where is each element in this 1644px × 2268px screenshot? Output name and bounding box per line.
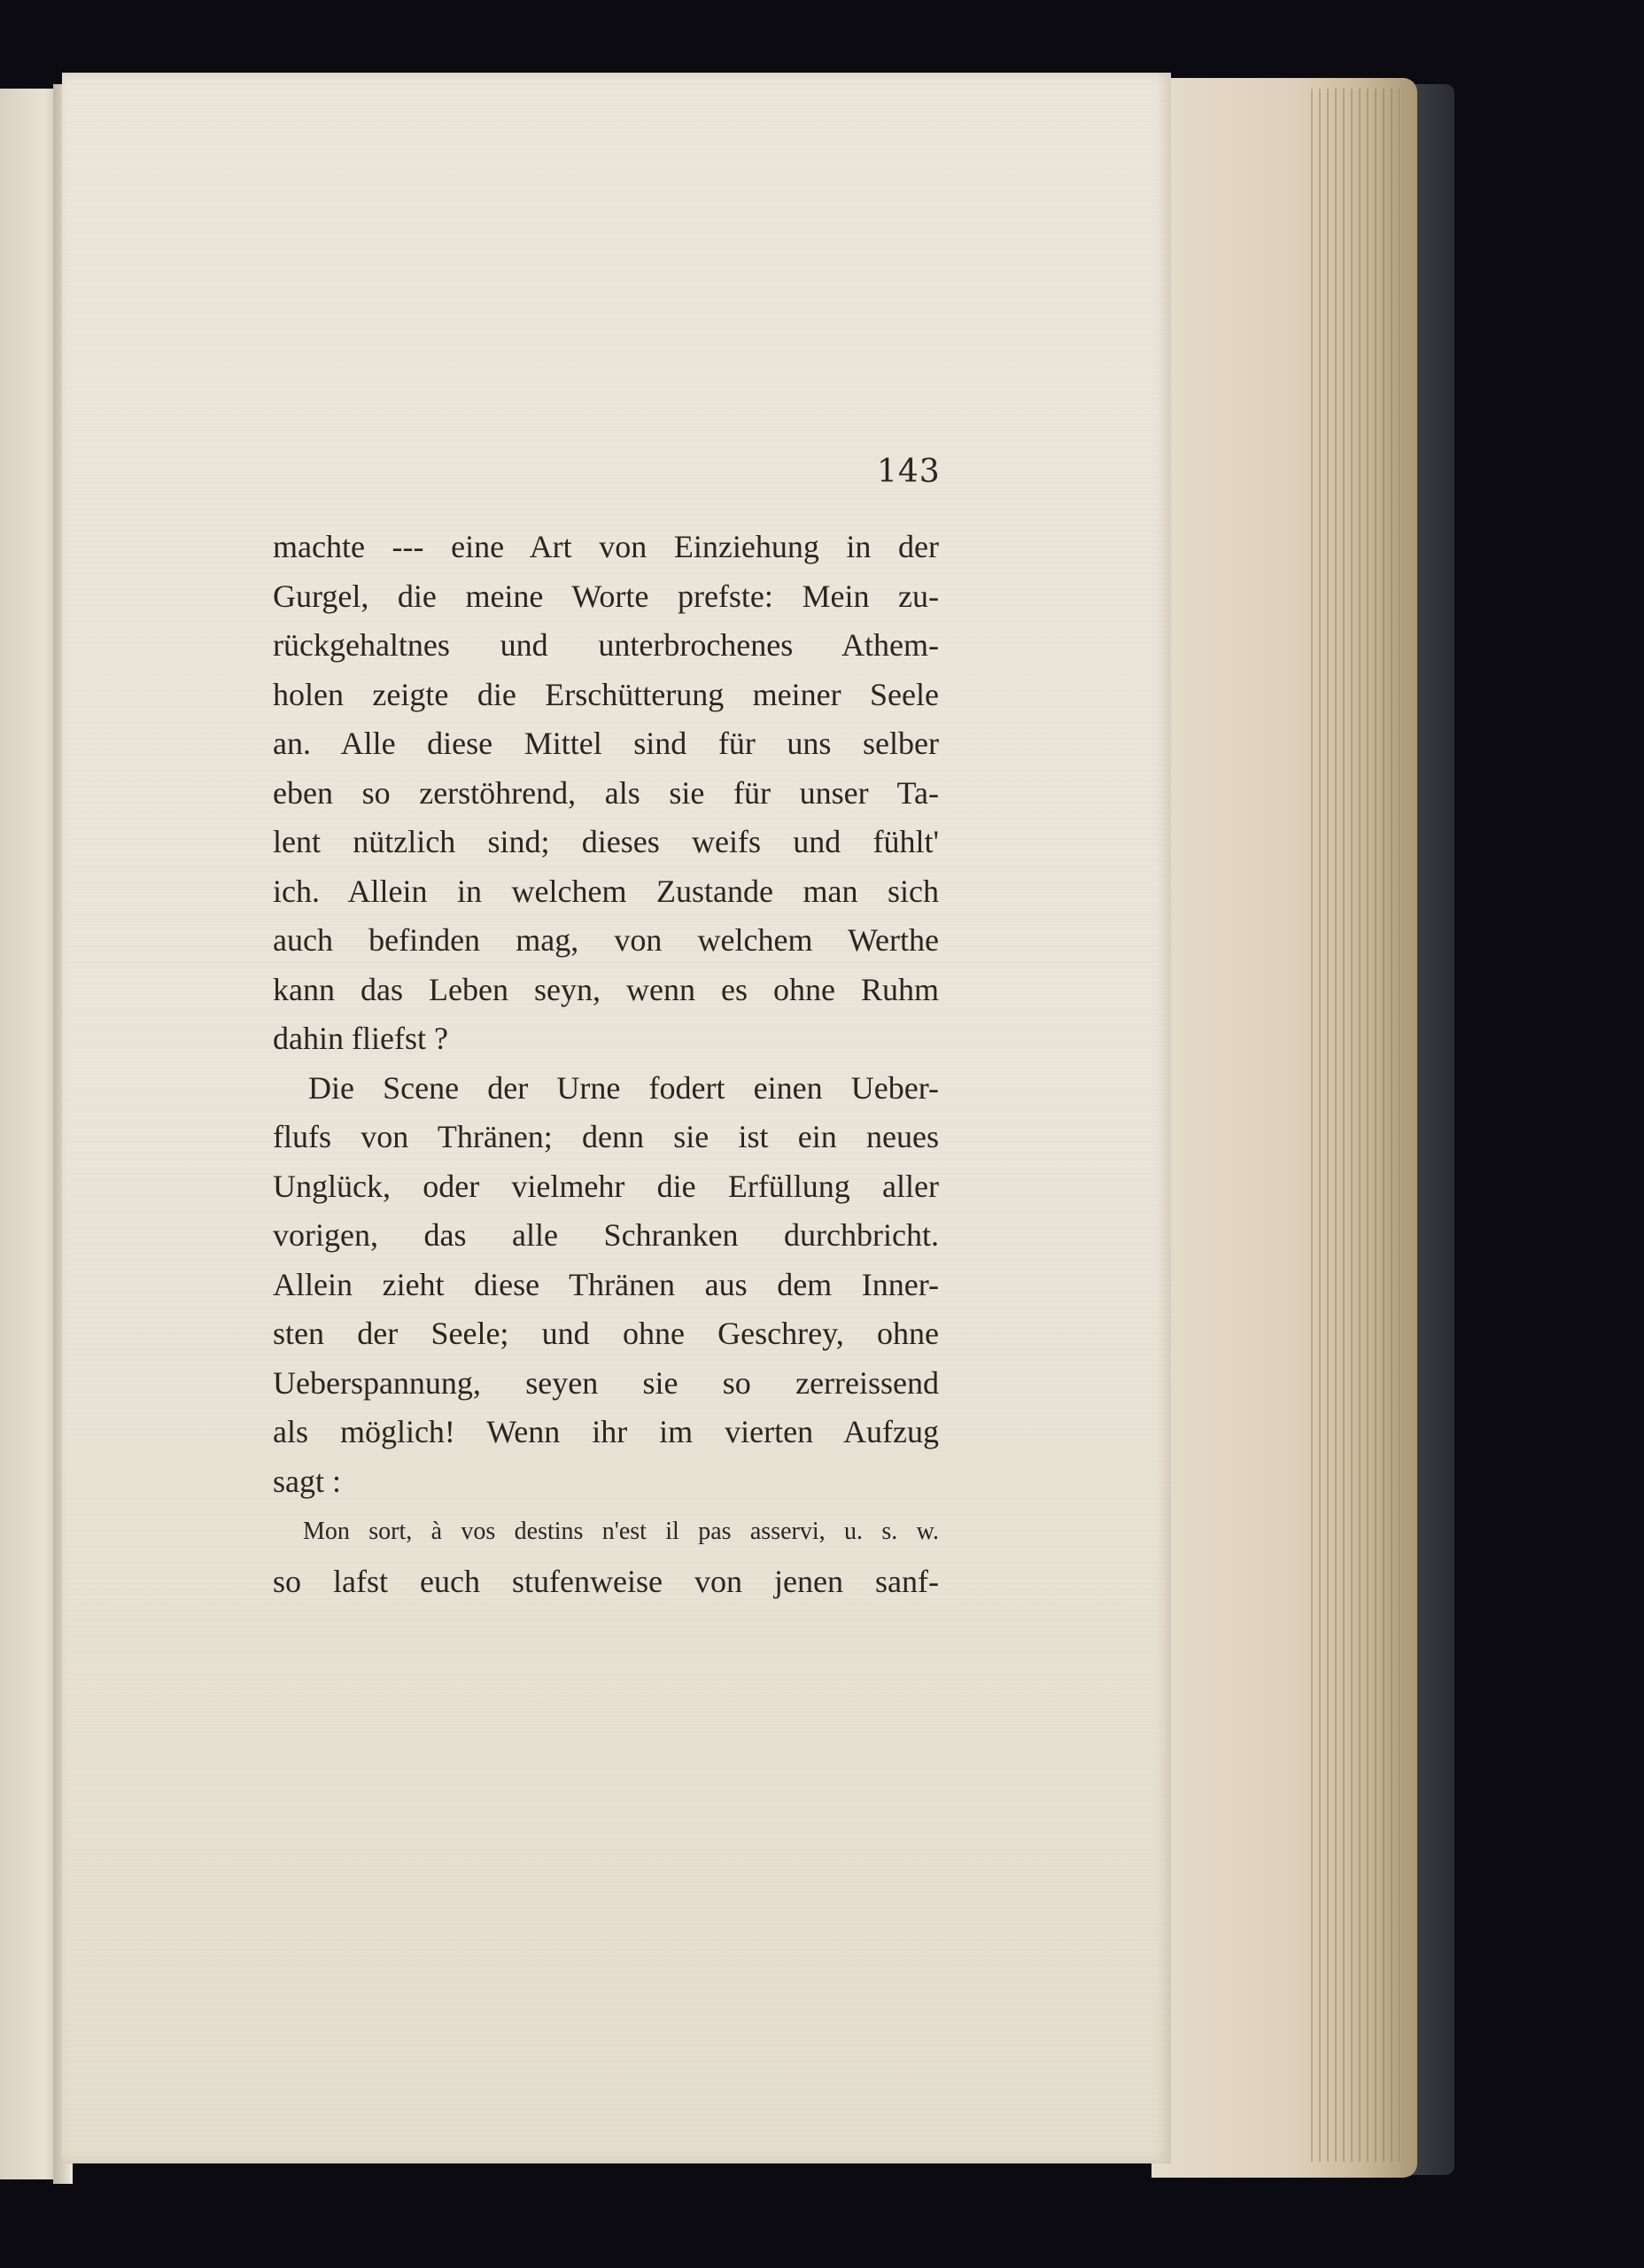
- book-page: [62, 73, 1171, 2163]
- page-number: 143: [877, 454, 941, 490]
- text-line: eben so zerstöhrend, als sie für unser Ta-: [273, 774, 939, 811]
- text-line: kann das Leben seyn, wenn es ohne Ruhm: [273, 971, 939, 1007]
- text-line: ich. Allein in welchem Zustande man sich: [273, 873, 939, 909]
- text-line: flufs von Thränen; denn sie ist ein neues: [273, 1119, 939, 1154]
- text-line: rückgehaltnes und unterbrochenes Athem-: [273, 627, 939, 663]
- text-line: so lafst euch stufenweise von jenen sanf-: [273, 1564, 939, 1599]
- text-line: sagt :: [273, 1463, 341, 1499]
- text-line: Unglück, oder vielmehr die Erfüllung aller: [273, 1168, 939, 1204]
- page-edges: [1311, 89, 1400, 2162]
- text-line: als möglich! Wenn ihr im vierten Aufzug: [273, 1414, 939, 1449]
- text-line: Die Scene der Urne fodert einen Ueber-: [308, 1069, 939, 1106]
- text-line: Ueberspannung, seyen sie so zerreissend: [273, 1364, 939, 1401]
- text-line: vorigen, das alle Schranken durchbricht.: [273, 1217, 939, 1253]
- text-line: machte --- eine Art von Einziehung in der: [273, 529, 939, 564]
- text-line: dahin fliefst ?: [273, 1021, 448, 1056]
- body-text: [273, 523, 939, 1607]
- quote-line: Mon sort, à vos destins n'est il pas asservi, u. s. w.: [303, 1518, 939, 1545]
- text-line: Gurgel, die meine Worte prefste: Mein zu-: [273, 578, 939, 614]
- text-line: lent nützlich sind; dieses weifs und fühlt': [273, 824, 939, 859]
- text-line: sten der Seele; und ohne Geschrey, ohne: [273, 1316, 939, 1351]
- text-line: holen zeigte die Erschütterung meiner Seele: [273, 676, 939, 712]
- text-line: auch befinden mag, von welchem Werthe: [273, 922, 939, 958]
- text-line: an. Alle diese Mittel sind für uns selber: [273, 726, 939, 761]
- text-line: Allein zieht diese Thränen aus dem Inner-: [273, 1266, 939, 1302]
